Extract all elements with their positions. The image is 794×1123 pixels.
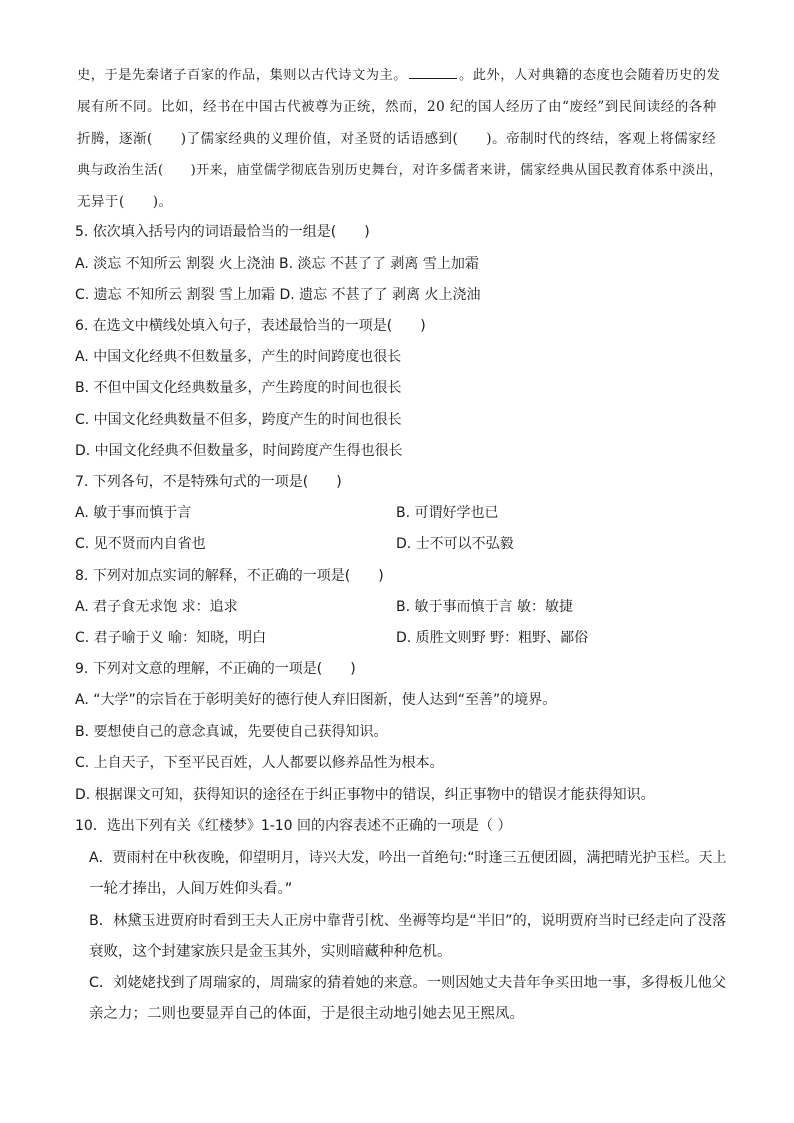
question-5-options-cd: C. 遗忘 不知所云 割裂 雪上加霜 D. 遗忘 不甚了了 剥离 火上浇油 [75,287,481,303]
question-10-option-a-cont: 一轮才捧出，人间万姓仰头看。” [89,881,293,897]
passage-line-4: 典与政治生活( )开来，庙堂儒学彻底告别历史舞台，对许多儒者来讲，儒家经典从国民教育体系中淡出， [77,163,723,178]
passage-text: 史，于是先秦诸子百家的作品，集则以古代诗文为主。 [77,68,408,83]
passage-line-3: 折腾，逐渐( )了儒家经典的义理价值，对圣贤的话语感到( )。帝制时代的终结，客观上将儒家经 [77,131,717,147]
question-6-option-d: D. 中国文化经典不但数量多，时间跨度产生得也很长 [75,443,403,459]
question-5-options-ab: A. 淡忘 不知所云 割裂 火上浇油 B. 淡忘 不甚了了 剥离 雪上加霜 [75,256,479,272]
question-5-stem: 5. 依次填入括号内的词语最恰当的一组是( ) [75,224,370,240]
answer-blank [409,65,457,79]
question-6-option-b: B. 不但中国文化经典数量多，产生跨度的时间也很长 [75,380,402,396]
question-7-option-c: C. 见不贤而内自省也 [75,536,206,552]
question-7-option-d: D. 士不可以不弘毅 [396,536,514,552]
question-10-option-a: A．贾雨村在中秋夜晚，仰望明月，诗兴大发，吟出一首绝句:“时逢三五便团圆，满把晴光护玉栏。天上 [89,850,727,866]
passage-text: 。此外，人对典籍的态度也会随着历史的发 [459,68,721,83]
question-8-option-d: D. 质胜文则野 野：粗野、鄙俗 [396,630,589,646]
question-8-option-b: B. 敏于事而慎于言 敏：敏捷 [396,599,573,615]
question-6-option-a: A. 中国文化经典不但数量多，产生的时间跨度也很长 [75,349,402,365]
passage-line-1 [77,65,720,86]
question-7-option-b: B. 可谓好学也已 [396,505,499,521]
question-10-option-b-cont: 衰败，这个封建家族只是金玉其外，实则暗藏种种危机。 [89,944,452,960]
question-9-stem: 9. 下列对文意的理解，不正确的一项是( ) [75,661,356,677]
question-7-stem: 7. 下列各句，不是特殊句式的一项是( ) [75,474,342,490]
question-10-stem: 10．选出下列有关《红楼梦》1-10 回的内容表述不正确的一项是（ ） [75,818,512,834]
question-10-option-c: C．刘姥姥找到了周瑞家的，周瑞家的猜着她的来意。一则因她丈夫昔年争买田地一事，多得板儿他父 [89,975,726,991]
question-6-option-c: C. 中国文化经典数量不但多，跨度产生的时间也很长 [75,412,402,428]
question-9-option-a: A. “大学”的宗旨在于彰明美好的德行使人弃旧图新，使人达到“至善”的境界。 [75,692,557,708]
question-6-stem: 6. 在选文中横线处填入句子，表述最恰当的一项是( ) [75,318,426,334]
question-9-option-c: C. 上自天子，下至平民百姓，人人都要以修养品性为根本。 [75,755,444,771]
question-8-option-c: C. 君子喻于义 喻：知晓，明白 [75,630,267,646]
question-10-option-b: B．林黛玉进贾府时看到王夫人正房中靠背引枕、坐褥等均是“半旧”的，说明贾府当时已经走向了没落 [89,913,727,929]
passage-line-5: 无异于( )。 [77,194,173,210]
question-9-option-b: B. 要想使自己的意念真诚，先要使自己获得知识。 [75,724,388,740]
question-8-option-a: A. 君子食无求饱 求：追求 [75,599,238,615]
question-7-option-a: A. 敏于事而慎于言 [75,505,192,521]
passage-line-2: 展有所不同。比如，经书在中国古代被尊为正统，然而，20 纪的国人经历了由“废经”到民间读经的各种 [77,99,717,115]
question-10-option-c-cont: 亲之力；二则也要显弄自己的体面，于是很主动地引她去见王熙凤。 [89,1006,524,1022]
question-8-stem: 8. 下列对加点实词的解释，不正确的一项是( ) [75,568,384,584]
question-9-option-d: D. 根据课文可知，获得知识的途径在于纠正事物中的错误，纠正事物中的错误才能获得知识。 [75,787,655,803]
